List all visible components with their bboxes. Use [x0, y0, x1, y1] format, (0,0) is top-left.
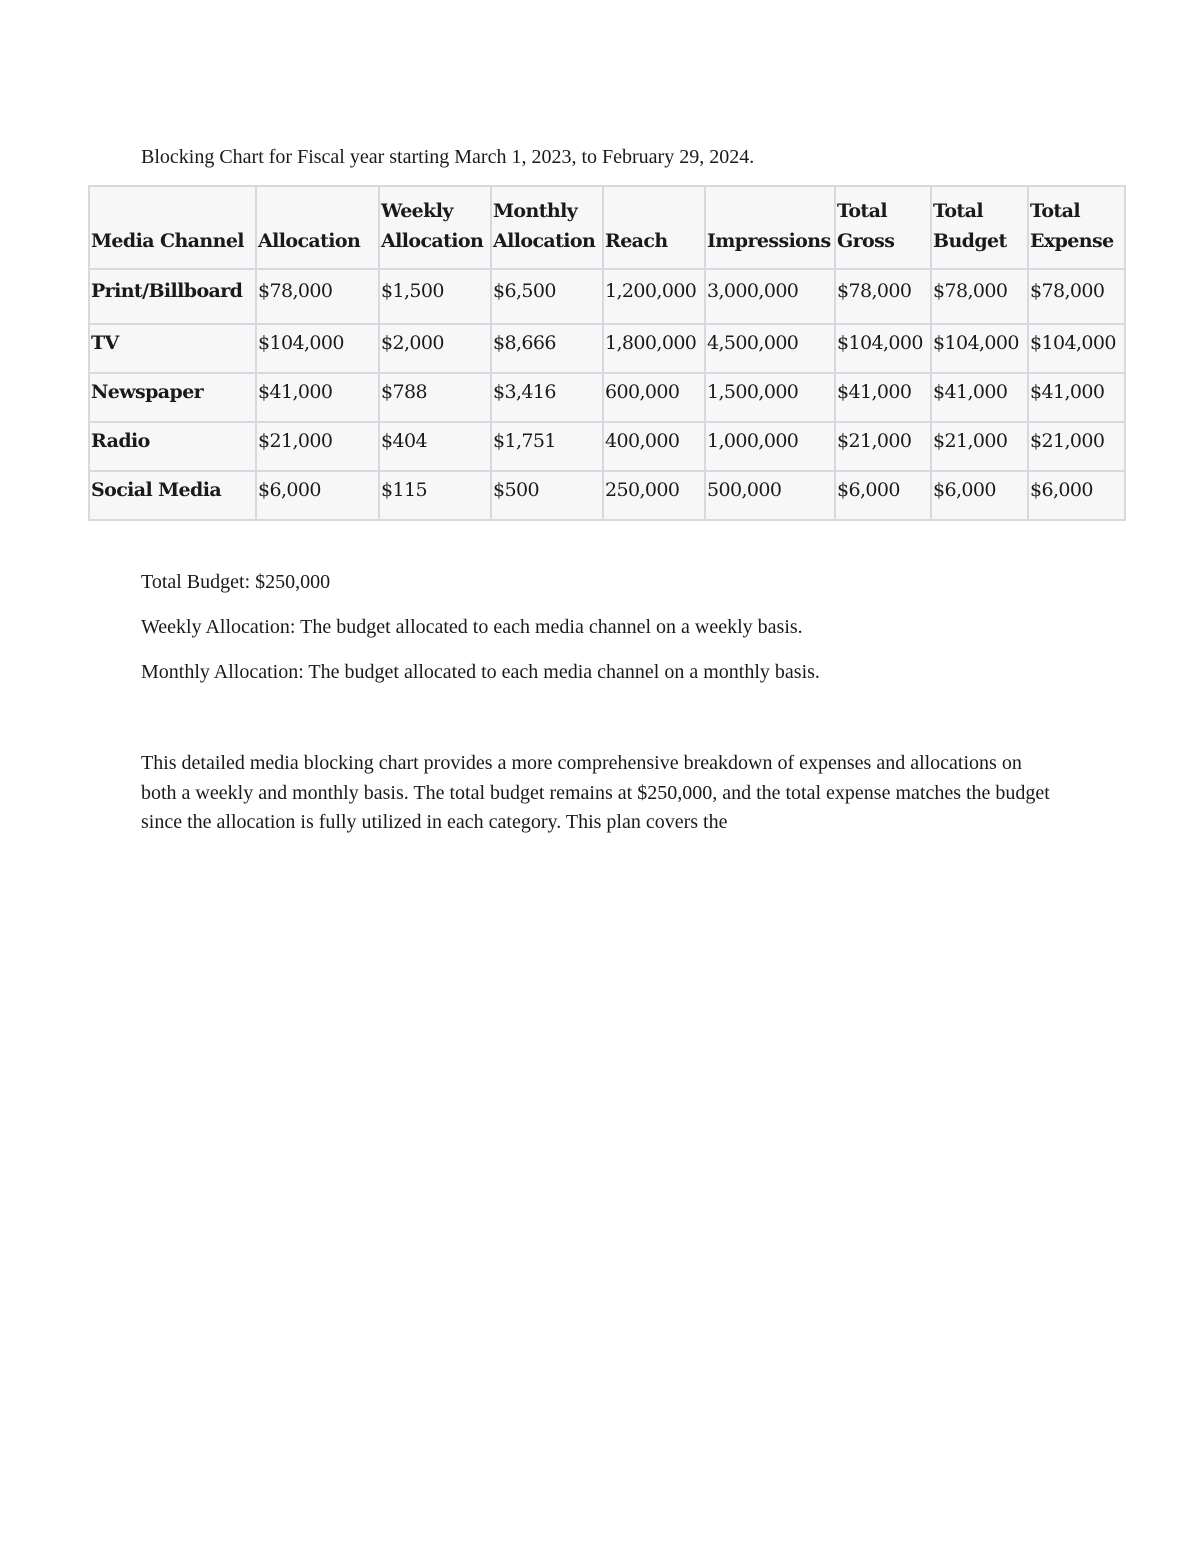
table-row — [89, 373, 1125, 422]
table-row — [89, 422, 1125, 471]
page-title: Blocking Chart for Fiscal year starting March 1, 2023, to February 29, 2024. — [141, 146, 755, 168]
cell-total-expense: $104,000 — [1028, 324, 1125, 373]
table-row — [89, 471, 1125, 520]
header-reach: Reach — [603, 186, 705, 269]
cell-monthly-allocation: $1,751 — [491, 422, 603, 471]
cell-media-channel: Radio — [89, 422, 256, 471]
cell-weekly-allocation: $788 — [379, 373, 491, 422]
cell-monthly-allocation: $500 — [491, 471, 603, 520]
cell-impressions: 4,500,000 — [705, 324, 835, 373]
cell-monthly-allocation: $3,416 — [491, 373, 603, 422]
cell-allocation: $6,000 — [256, 471, 379, 520]
cell-total-budget: $78,000 — [931, 269, 1028, 324]
header-monthly-allocation: Monthly Allocation — [491, 186, 603, 269]
cell-impressions: 1,500,000 — [705, 373, 835, 422]
cell-weekly-allocation: $115 — [379, 471, 491, 520]
cell-monthly-allocation: $8,666 — [491, 324, 603, 373]
cell-media-channel: Print/Billboard — [89, 269, 256, 324]
cell-impressions: 1,000,000 — [705, 422, 835, 471]
cell-total-gross: $21,000 — [835, 422, 931, 471]
header-weekly-allocation: Weekly Allocation — [379, 186, 491, 269]
cell-total-budget: $41,000 — [931, 373, 1028, 422]
cell-allocation: $41,000 — [256, 373, 379, 422]
cell-total-budget: $21,000 — [931, 422, 1028, 471]
cell-total-expense: $78,000 — [1028, 269, 1125, 324]
cell-reach: 1,200,000 — [603, 269, 705, 324]
cell-total-expense: $41,000 — [1028, 373, 1125, 422]
table-row — [89, 324, 1125, 373]
cell-reach: 1,800,000 — [603, 324, 705, 373]
header-total-gross: Total Gross — [835, 186, 931, 269]
cell-media-channel: Social Media — [89, 471, 256, 520]
cell-weekly-allocation: $2,000 — [379, 324, 491, 373]
cell-total-gross: $104,000 — [835, 324, 931, 373]
cell-allocation: $78,000 — [256, 269, 379, 324]
blocking-chart-table — [88, 185, 1126, 521]
cell-total-gross: $78,000 — [835, 269, 931, 324]
cell-reach: 250,000 — [603, 471, 705, 520]
total-budget-note: Total Budget: $250,000 — [141, 571, 331, 593]
table-row — [89, 269, 1125, 324]
cell-monthly-allocation: $6,500 — [491, 269, 603, 324]
cell-reach: 600,000 — [603, 373, 705, 422]
cell-impressions: 3,000,000 — [705, 269, 835, 324]
cell-media-channel: TV — [89, 324, 256, 373]
cell-weekly-allocation: $1,500 — [379, 269, 491, 324]
cell-total-gross: $6,000 — [835, 471, 931, 520]
cell-total-budget: $6,000 — [931, 471, 1028, 520]
monthly-allocation-note: Monthly Allocation: The budget allocated to each media channel on a monthly basis. — [141, 661, 820, 683]
cell-reach: 400,000 — [603, 422, 705, 471]
cell-weekly-allocation: $404 — [379, 422, 491, 471]
weekly-allocation-note: Weekly Allocation: The budget allocated to each media channel on a weekly basis. — [141, 616, 803, 638]
cell-total-expense: $6,000 — [1028, 471, 1125, 520]
notes-section — [141, 568, 1061, 703]
cell-media-channel: Newspaper — [89, 373, 256, 422]
table-header-row — [89, 186, 1125, 269]
header-impressions: Impressions — [705, 186, 835, 269]
cell-total-budget: $104,000 — [931, 324, 1028, 373]
summary-paragraph: This detailed media blocking chart provides a more comprehensive breakdown of expenses and allocations on both a weekly and monthly basis. The total budget remains at $250,000, and the total expense matches the budget since the allocation is fully utilized in each category. This plan covers the — [141, 752, 1050, 833]
cell-total-expense: $21,000 — [1028, 422, 1125, 471]
cell-total-gross: $41,000 — [835, 373, 931, 422]
cell-allocation: $104,000 — [256, 324, 379, 373]
cell-impressions: 500,000 — [705, 471, 835, 520]
header-total-expense: Total Expense — [1028, 186, 1125, 269]
header-allocation: Allocation — [256, 186, 379, 269]
header-media-channel: Media Channel — [89, 186, 256, 269]
header-total-budget: Total Budget — [931, 186, 1028, 269]
cell-allocation: $21,000 — [256, 422, 379, 471]
